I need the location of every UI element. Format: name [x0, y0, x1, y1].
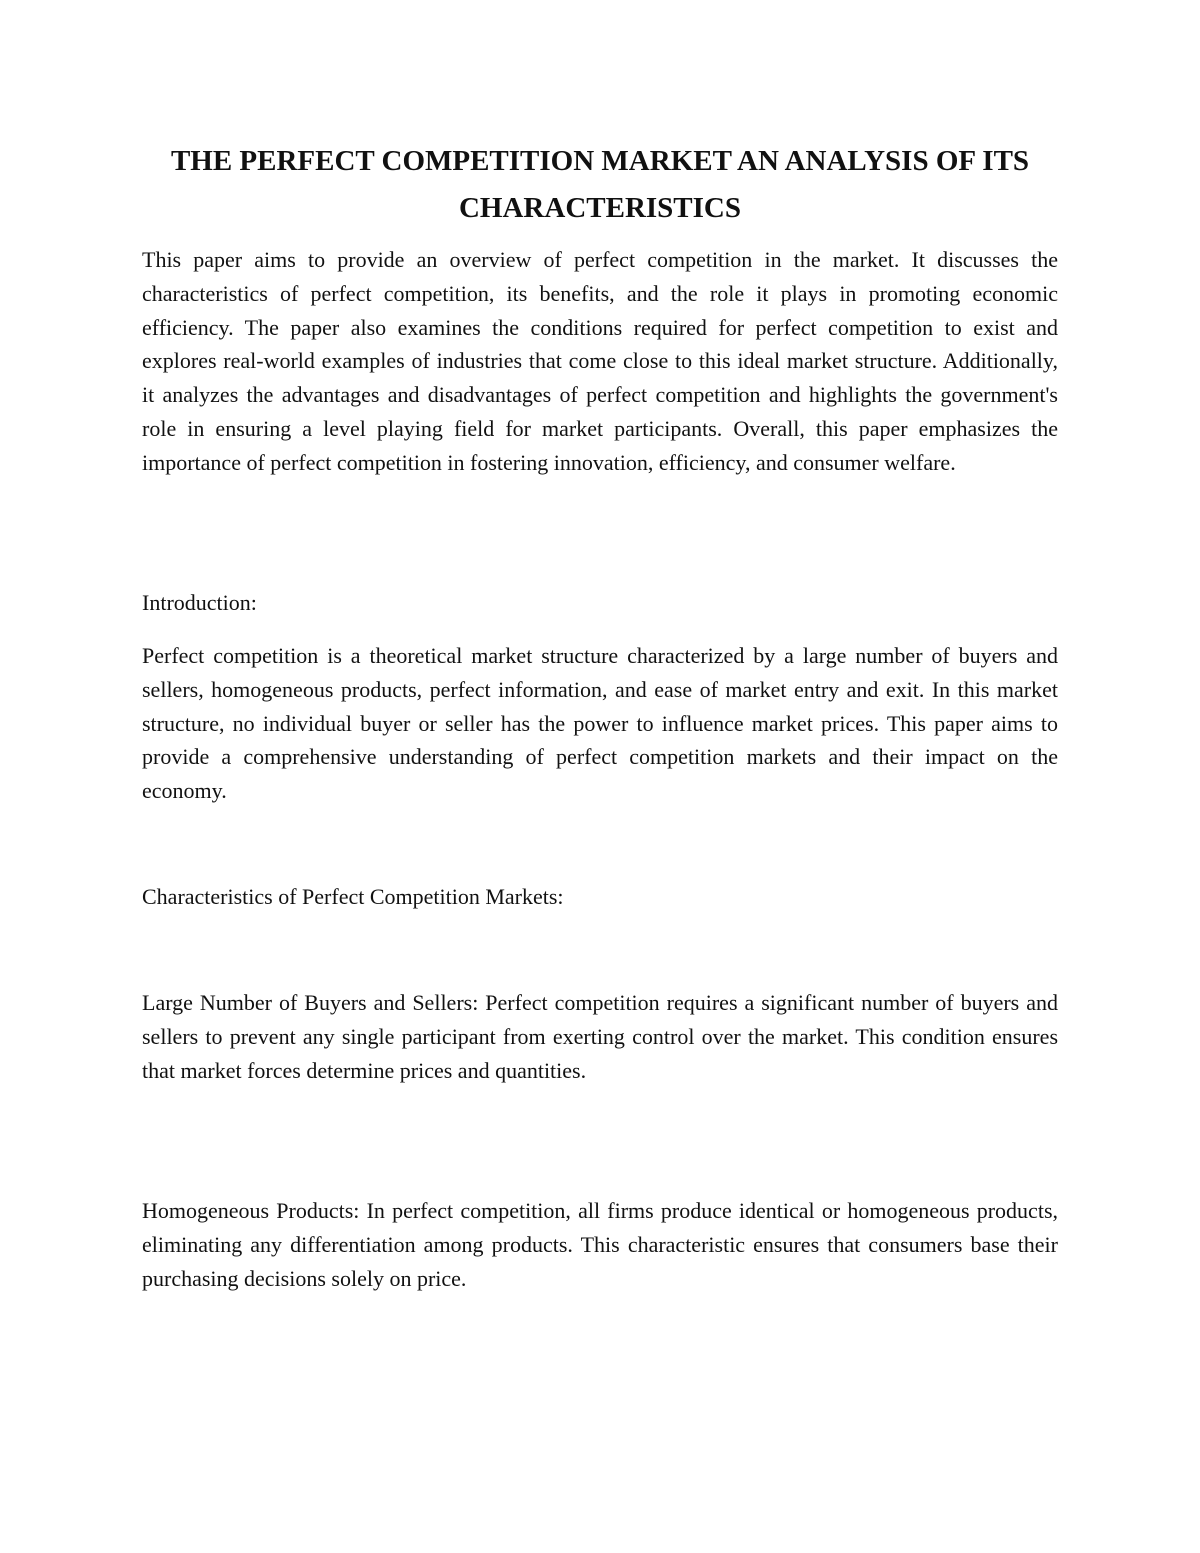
introduction-heading: Introduction:	[142, 590, 257, 615]
homogeneous-products-paragraph: Homogeneous Products: In perfect competition, all firms produce identical or homogeneous products, eliminating any differentiation among products. This characteristic ensures that consumers base their purchasing decisions solely on price.	[142, 1198, 1058, 1291]
abstract-paragraph: This paper aims to provide an overview of perfect competition in the market. It discusses the characteristics of perfect competition, its benefits, and the role it plays in promoting economic efficiency. The paper also examines the conditions required for perfect competition to exist and explores real-world examples of industries that come close to this ideal market structure. Additionally, it analyzes the advantages and disadvantages of perfect competition and highlights the government's role in ensuring a level playing field for market participants. Overall, this paper emphasizes the importance of perfect competition in fostering innovation, efficiency, and consumer welfare.	[142, 247, 1058, 475]
document-title: THE PERFECT COMPETITION MARKET AN ANALYSIS OF ITS CHARACTERISTICS	[170, 145, 1030, 224]
introduction-paragraph: Perfect competition is a theoretical market structure characterized by a large number of buyers and sellers, homogeneous products, perfect information, and ease of market entry and exit. In this market structure, no individual buyer or seller has the power to influence market prices. This paper aims to provide a comprehensive understanding of perfect competition markets and their impact on the economy.	[142, 643, 1058, 804]
characteristics-heading: Characteristics of Perfect Competition Markets:	[142, 884, 564, 909]
large-number-paragraph: Large Number of Buyers and Sellers: Perfect competition requires a significant number of buyers and sellers to prevent any single participant from exerting control over the market. This condition ensures that market forces determine prices and quantities.	[142, 990, 1058, 1083]
